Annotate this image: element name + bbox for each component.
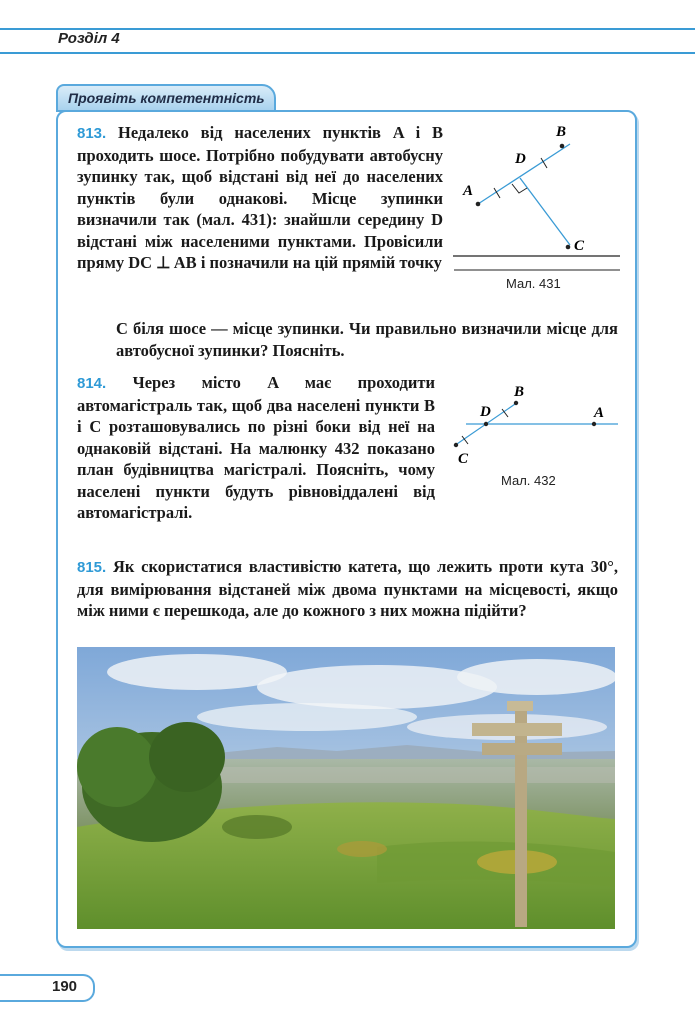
landscape-illustration [77, 647, 615, 929]
figure-431 [448, 118, 623, 278]
task-text: Недалеко від населених пунктів A і B проходить шосе. Потрібно побудувати автобусну зупинку так, щоб відстані від неї до населених пунктів були однакові. Місце зупинки визначили так (мал. 431): знайшли середину D відстані між населеними пунктами. Провісили пряму DC ⊥ AB і позначили на цій прямій точку [77, 123, 444, 272]
figure-431-caption: Мал. 431 [506, 276, 561, 291]
page-number-tab [0, 974, 95, 1002]
competence-tab [56, 84, 276, 112]
label-a: A [594, 405, 605, 421]
task-815 [77, 556, 618, 622]
task-text: C біля шосе — місце зупинки. Чи правильно визначили місце для автобусної зупинки? Поясніть. [116, 319, 618, 360]
landscape-photo [77, 647, 615, 929]
figure-432 [446, 380, 621, 470]
task-813 [77, 122, 443, 274]
task-813-continued [116, 318, 618, 361]
figure-432-caption: Мал. 432 [501, 473, 556, 488]
task-number: 815. [77, 559, 107, 576]
label-a: A [463, 183, 474, 199]
task-text: Як скористатися властивістю катета, що лежить проти кута 30°, для вимірювання відстаней між двома пунктами на місцевості, якщо між ними є перешкода, але до кожного з них можна підійти? [77, 557, 618, 620]
task-text: Через місто A має проходити автомагістраль так, щоб два населені пункти B і C розташовувались по різні боки від неї на однаковій відстані. На малюнку 432 показано план будівництва магістралі. Поясніть, чому населені пункти будуть рівновіддалені від автомагістралі. [77, 373, 436, 522]
label-c: C [458, 451, 469, 467]
task-number: 814. [77, 375, 107, 392]
label-b: B [556, 124, 567, 140]
page-number: 190 [52, 978, 78, 995]
page-header [0, 26, 695, 56]
tab-label: Проявіть компетентність [68, 90, 265, 106]
task-number: 813. [77, 125, 107, 142]
label-b: B [514, 384, 525, 400]
label-c: C [574, 238, 585, 254]
section-title: Розділ 4 [58, 30, 120, 47]
task-814 [77, 372, 435, 524]
label-d: D [515, 151, 526, 167]
label-d: D [480, 404, 491, 420]
